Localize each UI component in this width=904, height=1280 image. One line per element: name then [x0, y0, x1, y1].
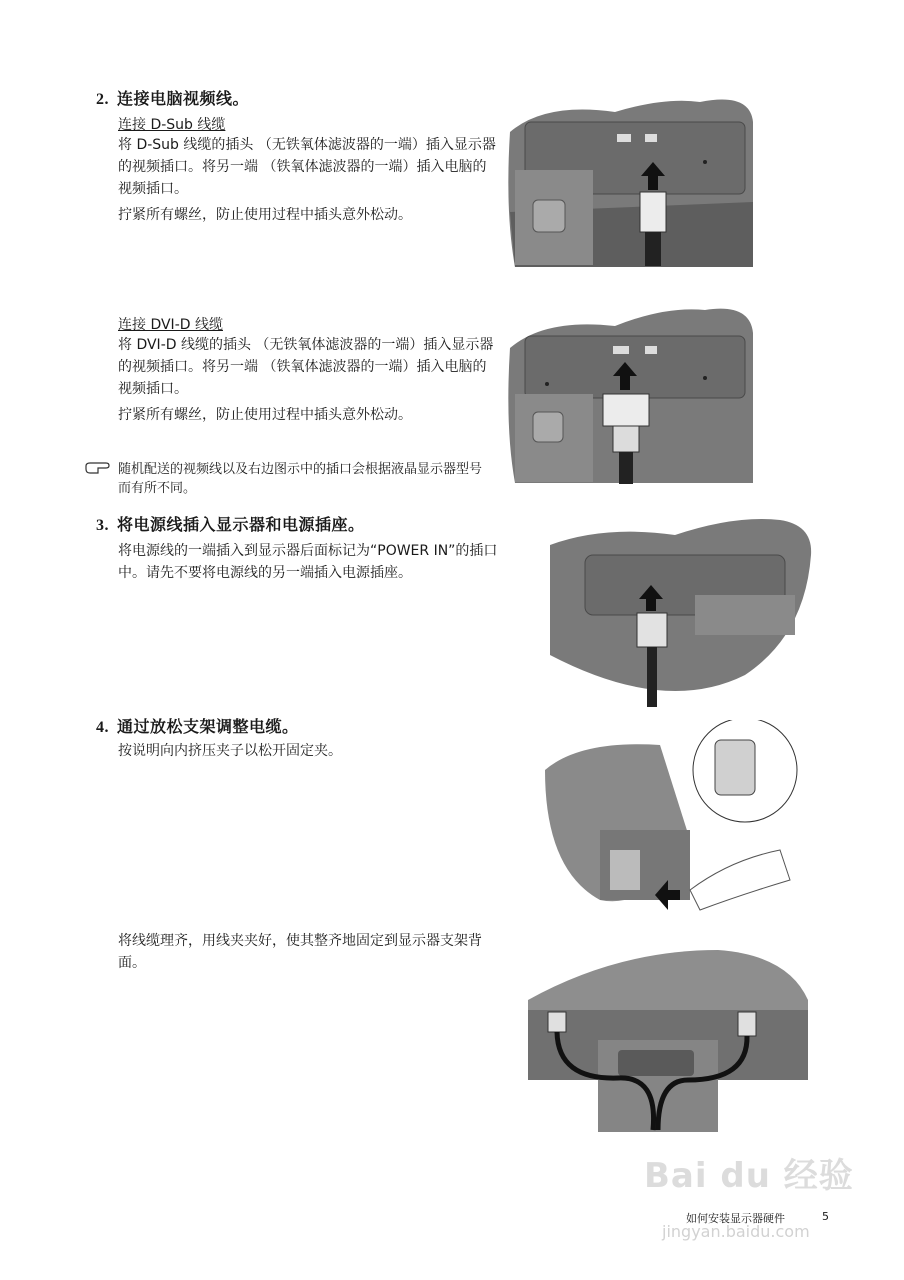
- clip-release-illustration: [540, 720, 800, 916]
- cable-management-illustration: [518, 940, 814, 1136]
- dsub-connection-illustration: [505, 92, 755, 272]
- dvi-text: 将 DVI-D 线缆的插头 （无铁氧体滤波器的一端）插入显示器的视频插口。将另一端 （铁氧体滤波器的一端）插入电脑的视频插口。: [118, 337, 494, 397]
- dvi-connection-illustration: [505, 298, 755, 486]
- step4-text1: 按说明向内挤压夹子以松开固定夹。: [118, 743, 342, 759]
- baidu-watermark-url: jingyan.baidu.com: [662, 1222, 810, 1241]
- step2-title: 2. 连接电脑视频线。: [96, 89, 250, 108]
- dvi-heading: 连接 DVI-D 线缆: [118, 317, 223, 333]
- step4-title: 4. 通过放松支架调整电缆。: [96, 717, 299, 736]
- step4-text2: 将线缆理齐，用线夹夹好，使其整齐地固定到显示器支架背面。: [118, 933, 482, 971]
- baidu-watermark-logo: Bai du 经验: [644, 1156, 854, 1196]
- step3-text: 将电源线的一端插入到显示器后面标记为“POWER IN”的插口中。请先不要将电源线的另一端插入电源插座。: [118, 543, 498, 581]
- power-cable-illustration: [545, 515, 815, 715]
- dvi-tighten: 拧紧所有螺丝，防止使用过程中插头意外松动。: [118, 407, 412, 423]
- page-number: 5: [822, 1210, 829, 1223]
- step3-title: 3. 将电源线插入显示器和电源插座。: [96, 515, 365, 534]
- dsub-heading: 连接 D-Sub 线缆: [118, 117, 226, 133]
- footer-section-title: 如何安装显示器硬件: [686, 1212, 785, 1225]
- dsub-tighten: 拧紧所有螺丝，防止使用过程中插头意外松动。: [118, 207, 412, 223]
- note-text: 随机配送的视频线以及右边图示中的插口会根据液晶显示器型号而有所不同。: [118, 462, 483, 496]
- pointing-hand-icon: [84, 460, 112, 476]
- dsub-text: 将 D-Sub 线缆的插头 （无铁氧体滤波器的一端）插入显示器的视频插口。将另一端 （铁氧体滤波器的一端）插入电脑的视频插口。: [118, 137, 496, 197]
